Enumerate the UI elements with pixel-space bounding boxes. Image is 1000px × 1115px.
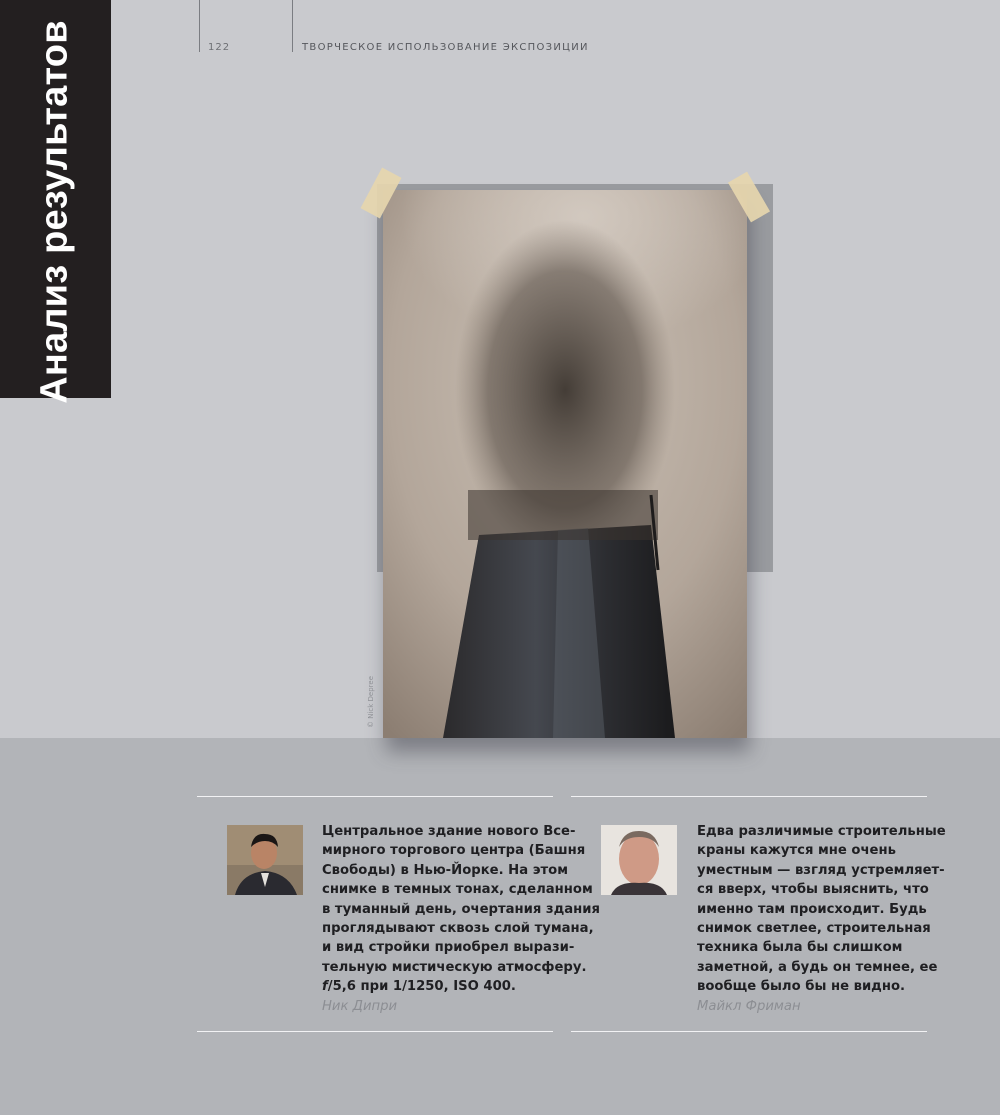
header-divider: [292, 0, 293, 52]
author-name: Ник Дипри: [322, 998, 398, 1014]
comment-line: уместным — взгляд устремляет-: [697, 862, 945, 878]
aperture-symbol: f: [322, 979, 328, 995]
rule-bottom-right: [571, 1031, 927, 1032]
exposure-settings: /5,6 при 1/1250, ISO 400.: [327, 979, 516, 995]
comment-line: именно там происходит. Будь: [697, 901, 927, 917]
comment-line: вообще было бы не видно.: [697, 979, 906, 995]
comment-line: в туманный день, очертания здания: [322, 901, 600, 917]
comment-line: снимок светлее, строительная: [697, 921, 931, 937]
header-divider: [199, 0, 200, 52]
comment-line: проглядывают сквозь слой тумана,: [322, 921, 594, 937]
comment-line: Центральное здание нового Все-: [322, 824, 576, 839]
author-name: Майкл Фриман: [697, 998, 801, 1014]
comment-line: Свободы) в Нью-Йорке. На этом: [322, 862, 569, 878]
comment-line: техника была бы слишком: [697, 940, 903, 956]
exposure-info: [322, 977, 584, 996]
avatar-nick-depree: [227, 825, 303, 895]
comment-line: заметной, а будь он темнее, ее: [697, 959, 938, 975]
comment-line: мирного торгового центра (Башня: [322, 843, 586, 859]
avatar-michael-freeman: [601, 825, 677, 895]
comment-line: Едва различимые строительные: [697, 824, 946, 839]
comment-line: ся вверх, чтобы выяснить, что: [697, 882, 929, 898]
rule-top-left: [197, 796, 553, 797]
side-tab: [0, 0, 111, 404]
comment-line: тельную мистическую атмосферу.: [322, 959, 587, 975]
building-photo: [383, 190, 747, 738]
running-title: ТВОРЧЕСКОЕ ИСПОЛЬЗОВАНИЕ ЭКСПОЗИЦИИ: [302, 42, 589, 53]
page-number: 122: [208, 42, 231, 53]
comment-line: краны кажутся мне очень: [697, 843, 896, 859]
comment-photographer: [322, 822, 600, 1016]
photo-credit: © Nick Depree: [367, 675, 375, 729]
comment-reviewer: [697, 822, 959, 1016]
comment-line: снимке в темных тонах, сделанном: [322, 882, 593, 898]
rule-bottom-left: [197, 1031, 553, 1032]
section-title: Анализ результатов: [33, 20, 76, 404]
comment-line: и вид стройки приобрел вырази-: [322, 940, 575, 956]
rule-top-right: [571, 796, 927, 797]
